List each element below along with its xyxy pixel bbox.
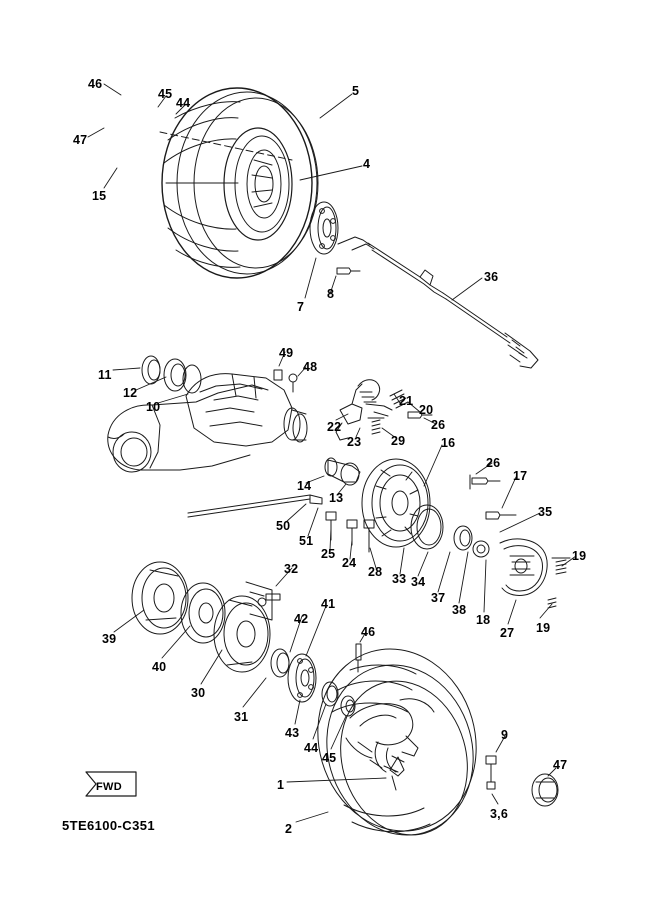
callout-number: 5 <box>352 84 360 98</box>
callout-number: 46 <box>361 625 376 639</box>
callout-number: 17 <box>513 469 528 483</box>
part-code-label: 5TE6100-C351 <box>62 818 155 833</box>
callout-number: 47 <box>73 133 88 147</box>
callout-number: 19 <box>536 621 551 635</box>
callout-number: 28 <box>368 565 383 579</box>
callout-number: 34 <box>411 575 426 589</box>
callout-number: 51 <box>299 534 314 548</box>
callout-number: 4 <box>363 157 371 171</box>
callout-number: 44 <box>304 741 319 755</box>
callout-number: 46 <box>88 77 103 91</box>
callout-number: 40 <box>152 660 167 674</box>
callout-number: 9 <box>501 728 509 742</box>
callout-number: 42 <box>294 612 309 626</box>
callout-number: 2 <box>285 822 293 836</box>
rear-tire-upper <box>160 88 360 278</box>
callout-number: 20 <box>419 403 434 417</box>
callout-number: 7 <box>297 300 305 314</box>
callout-number: 32 <box>284 562 299 576</box>
rear-tire-lower <box>297 630 558 852</box>
callout-number: 26 <box>431 418 446 432</box>
callout-number: 14 <box>297 479 312 493</box>
callout-number: 41 <box>321 597 336 611</box>
callout-number: 15 <box>92 189 107 203</box>
fwd-marker-label: FWD <box>96 781 122 793</box>
callout-number: 24 <box>342 556 357 570</box>
callout-number: 50 <box>276 519 291 533</box>
callout-number: 44 <box>176 96 191 110</box>
callout-number: 43 <box>285 726 300 740</box>
swingarm-gearcase <box>108 356 307 472</box>
callout-number: 31 <box>234 710 249 724</box>
left-drum-hub <box>132 562 361 716</box>
callout-number: 3,6 <box>490 807 508 821</box>
callout-number: 12 <box>123 386 138 400</box>
brake-shoe-set <box>500 539 570 608</box>
callout-number: 8 <box>327 287 335 301</box>
callout-number: 36 <box>484 270 499 284</box>
callout-number: 13 <box>329 491 344 505</box>
rear-axle-shaft <box>338 237 538 368</box>
callout-number: 22 <box>327 420 342 434</box>
callout-number: 25 <box>321 547 336 561</box>
callout-number: 18 <box>476 613 491 627</box>
callout-number: 10 <box>146 400 161 414</box>
callout-number: 48 <box>303 360 318 374</box>
callout-number: 49 <box>279 346 294 360</box>
callout-number: 45 <box>322 751 337 765</box>
callout-number: 30 <box>191 686 206 700</box>
callout-number: 47 <box>553 758 568 772</box>
callout-number: 19 <box>572 549 587 563</box>
callout-number: 38 <box>452 603 467 617</box>
callout-number: 37 <box>431 591 446 605</box>
callout-number: 45 <box>158 87 173 101</box>
callout-number: 23 <box>347 435 362 449</box>
callout-number: 33 <box>392 572 407 586</box>
callout-number: 1 <box>277 778 285 792</box>
callout-number: 26 <box>486 456 501 470</box>
callout-number: 29 <box>391 434 406 448</box>
callout-number: 35 <box>538 505 553 519</box>
callout-number: 39 <box>102 632 117 646</box>
callout-number: 11 <box>98 368 112 382</box>
callout-number: 21 <box>399 394 414 408</box>
callout-number: 16 <box>441 436 456 450</box>
callout-number: 27 <box>500 626 515 640</box>
